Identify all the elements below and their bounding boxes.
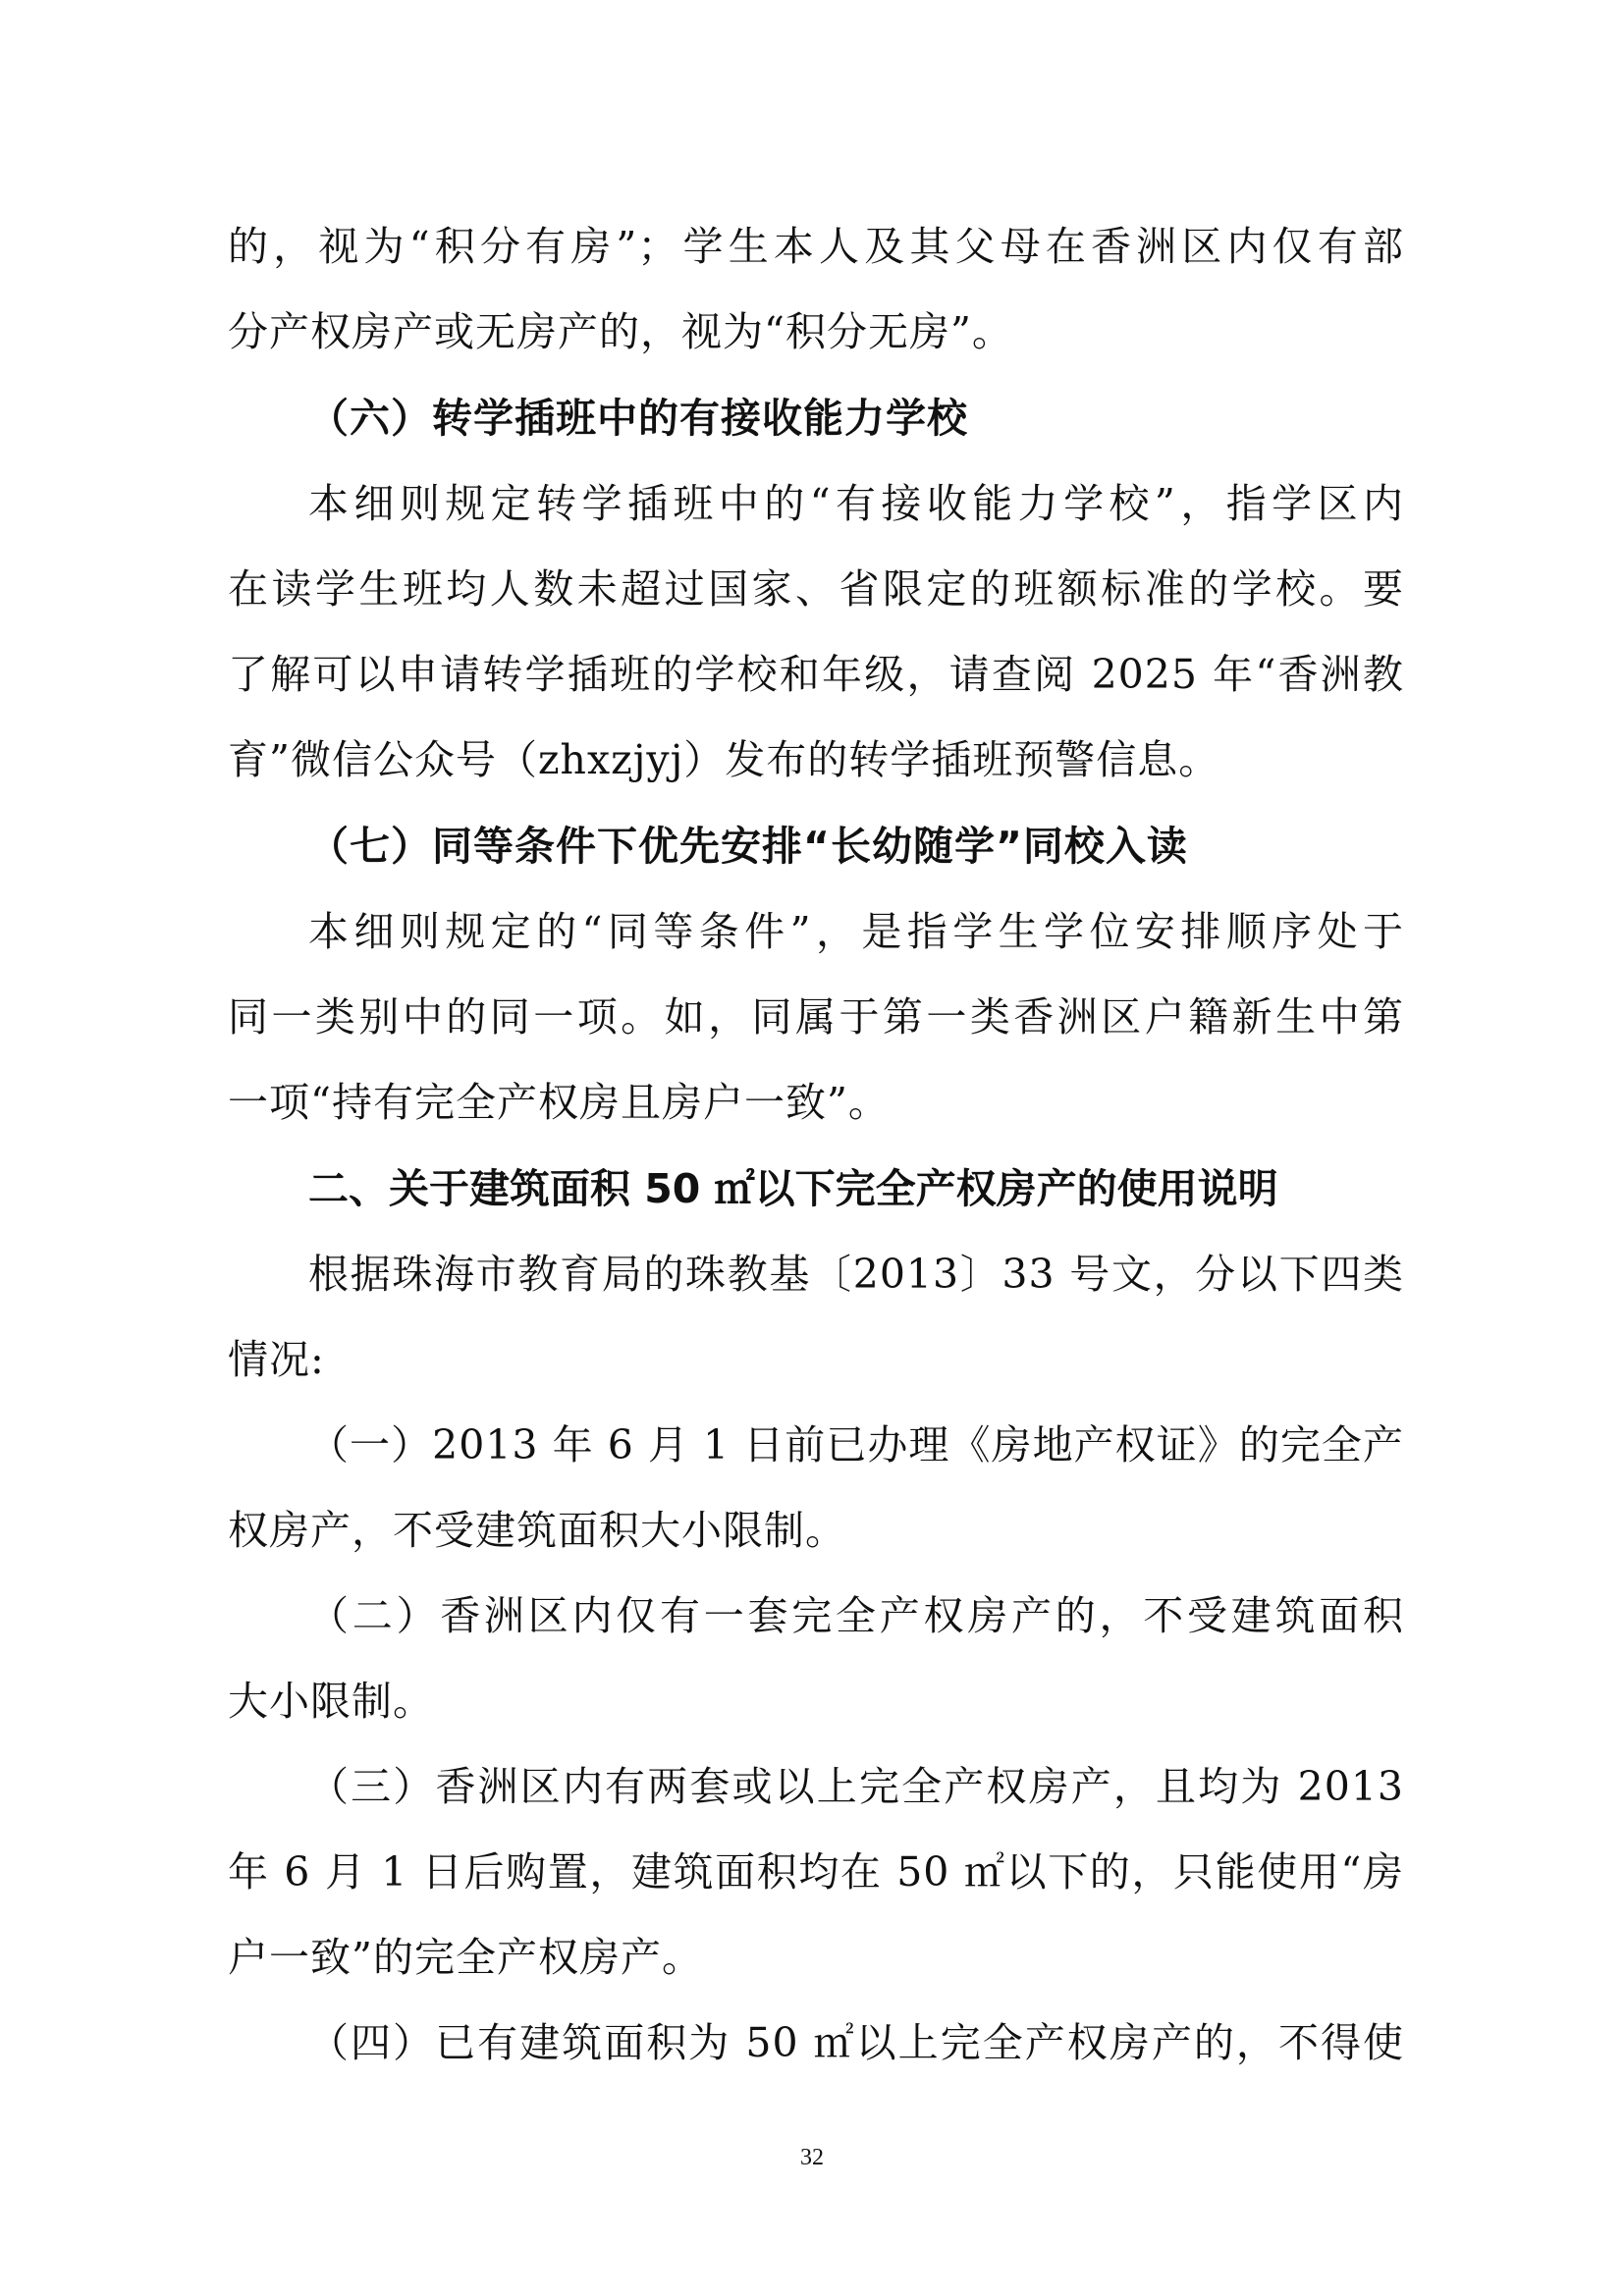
section-heading-7: （七）同等条件下优先安排“长幼随学”同校入读 xyxy=(308,823,1188,870)
body-line: （一）2013 年 6 月 1 日前已办理《房地产权证》的完全产 xyxy=(308,1421,1404,1468)
body-line: 了解可以申请转学插班的学校和年级，请查阅 2025 年“香洲教 xyxy=(228,651,1404,698)
body-line: 一项“持有完全产权房且房户一致”。 xyxy=(228,1079,890,1126)
body-line: （三）香洲区内有两套或以上完全产权房产，且均为 2013 xyxy=(308,1763,1404,1810)
body-line: 权房产，不受建筑面积大小限制。 xyxy=(228,1507,846,1554)
body-line: 育”微信公众号（zhxzjyj）发布的转学插班预警信息。 xyxy=(228,736,1220,783)
body-line: 根据珠海市教育局的珠教基〔2013〕33 号文，分以下四类 xyxy=(308,1251,1404,1298)
body-line: 同一类别中的同一项。如，同属于第一类香洲区户籍新生中第 xyxy=(228,993,1404,1041)
body-line: 情况: xyxy=(228,1336,325,1383)
body-line: 年 6 月 1 日后购置，建筑面积均在 50 ㎡以下的，只能使用“房 xyxy=(228,1848,1404,1896)
body-line: （四）已有建筑面积为 50 ㎡以上完全产权房产的，不得使 xyxy=(308,2019,1404,2066)
section-heading-6: （六）转学插班中的有接收能力学校 xyxy=(308,395,968,442)
page-number: 32 xyxy=(800,2145,824,2170)
body-line: 在读学生班均人数未超过国家、省限定的班额标准的学校。要 xyxy=(228,565,1404,613)
body-line: （二）香洲区内仅有一套完全产权房产的，不受建筑面积 xyxy=(308,1592,1404,1639)
body-line: 本细则规定的“同等条件”，是指学生学位安排顺序处于 xyxy=(308,908,1404,955)
body-line: 大小限制。 xyxy=(228,1678,434,1725)
body-line: 的，视为“积分有房”；学生本人及其父母在香洲区内仅有部 xyxy=(228,223,1404,270)
body-line: 户一致”的完全产权房产。 xyxy=(228,1934,703,1981)
body-line: 本细则规定转学插班中的“有接收能力学校”，指学区内 xyxy=(308,480,1404,527)
chapter-heading-2: 二、关于建筑面积 50 ㎡以下完全产权房产的使用说明 xyxy=(308,1165,1278,1212)
body-line: 分产权房产或无房产的，视为“积分无房”。 xyxy=(228,308,1013,355)
